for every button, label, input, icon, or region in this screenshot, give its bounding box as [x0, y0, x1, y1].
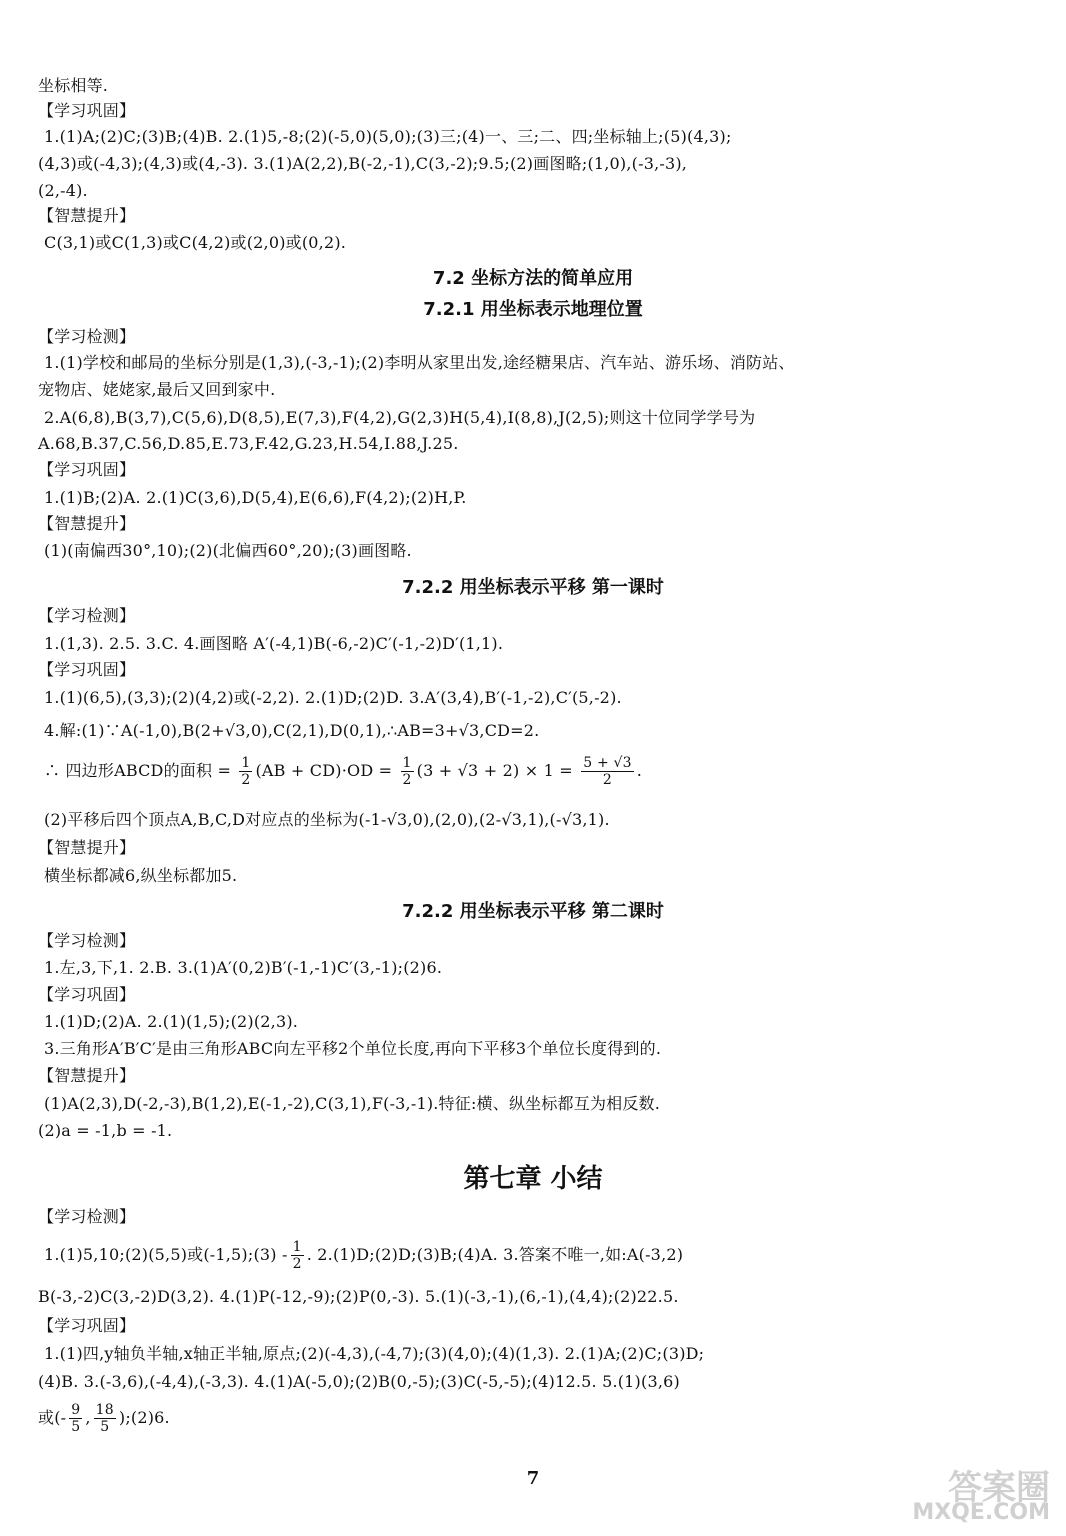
section-heading: 7.2 坐标方法的简单应用 [432, 268, 634, 289]
fraction-numerator: 1 [292, 1239, 302, 1255]
fraction-numerator: 1 [402, 755, 412, 771]
section-tag: 【智慧提升】 [38, 838, 136, 857]
text-line: 1.(1,3). 2.5. 3.C. 4.画图略 A′(-4,1)B(-6,-2)C′(-1,-2)D′(1,1). [44, 634, 504, 653]
text-line: 1.(1)四,y轴负半轴,x轴正半轴,原点;(2)(-4,3),(-4,7);(3)(4,0);(4)(1,3). 2.(1)A;(2)C;(3)D; [44, 1344, 705, 1363]
section-tag: 【智慧提升】 [38, 514, 136, 533]
section-tag: 【智慧提升】 [38, 1066, 136, 1085]
text-line: (4,3)或(-4,3);(4,3)或(4,-3). 3.(1)A(2,2),B(-2,-1),C(3,-2);9.5;(2)画图略;(1,0),(-3,-3), [38, 154, 688, 173]
formula-line [44, 752, 642, 790]
text-line: 1.(1)B;(2)A. 2.(1)C(3,6),D(5,4),E(6,6),F(4,2);(2)H,P. [44, 488, 467, 507]
section-tag: 【智慧提升】 [38, 206, 136, 225]
formula-text: ∴ 四边形ABCD的面积 = [44, 761, 232, 780]
fraction-denominator: 5 [71, 1419, 81, 1435]
text-line: (2,-4). [38, 181, 88, 200]
chapter-title: 第七章 小结 [463, 1164, 603, 1194]
section-tag: 【学习检测】 [38, 327, 136, 346]
text-line: 1.(1)学校和邮局的坐标分别是(1,3),(-3,-1);(2)李明从家里出发,途经糖果店、汽车站、游乐场、消防站、 [44, 353, 795, 372]
text-line: A.68,B.37,C.56,D.85,E.73,F.42,G.23,H.54,I.88,J.25. [38, 434, 459, 453]
section-tag: 【学习检测】 [38, 1207, 136, 1226]
text-line: 4.解:(1)∵A(-1,0),B(2+√3,0),C(2,1),D(0,1),∴AB=3+√3,CD=2. [44, 721, 540, 740]
formula-text: );(2)6. [118, 1408, 170, 1427]
text-line: C(3,1)或C(1,3)或C(4,2)或(2,0)或(0,2). [44, 233, 347, 252]
fraction-denominator: 2 [402, 772, 412, 788]
text-line: (1)(南偏西30°,10);(2)(北偏西60°,20);(3)画图略. [44, 541, 412, 560]
formula-line [38, 1398, 170, 1438]
page-number: 7 [526, 1468, 540, 1489]
section-tag: 【学习巩固】 [38, 985, 136, 1004]
text-line: 1.(1)A;(2)C;(3)B;(4)B. 2.(1)5,-8;(2)(-5,0)(5,0);(3)三;(4)一、三;二、四;坐标轴上;(5)(4,3); [44, 127, 732, 146]
fraction-denominator: 5 [100, 1419, 110, 1435]
fraction [291, 1239, 304, 1272]
section-heading: 7.2.1 用坐标表示地理位置 [423, 299, 643, 320]
formula-text: , [85, 1408, 91, 1427]
fraction-denominator: 2 [241, 772, 251, 788]
section-tag: 【学习检测】 [38, 931, 136, 950]
text-line: 1.(1)(6,5),(3,3);(2)(4,2)或(-2,2). 2.(1)D;(2)D. 3.A′(3,4),B′(-1,-2),C′(5,-2). [44, 688, 622, 707]
section-tag: 【学习巩固】 [38, 460, 136, 479]
formula-line [44, 1236, 683, 1274]
text-line: 3.三角形A′B′C′是由三角形ABC向左平移2个单位长度,再向下平移3个单位长度得到的. [44, 1039, 662, 1058]
section-tag: 【学习检测】 [38, 606, 136, 625]
fraction-numerator: 5 + √3 [583, 755, 632, 771]
section-heading: 7.2.2 用坐标表示平移 第二课时 [402, 901, 664, 922]
fraction-denominator: 2 [292, 1256, 302, 1272]
watermark-logo: 答案圈 [948, 1468, 1050, 1508]
text-line: 1.左,3,下,1. 2.B. 3.(1)A′(0,2)B′(-1,-1)C′(3,-1);(2)6. [44, 958, 443, 977]
fraction [401, 755, 414, 788]
watermark-url: MXQE.COM [912, 1500, 1050, 1525]
fraction [94, 1402, 116, 1435]
text-line: (2)a = -1,b = -1. [38, 1121, 173, 1140]
formula-text: (3 + √3 + 2) × 1 = [416, 761, 573, 780]
formula-text: 或(- [38, 1408, 67, 1427]
fraction-numerator: 1 [241, 755, 251, 771]
formula-text: . [636, 761, 643, 780]
section-tag: 【学习巩固】 [38, 660, 136, 679]
text-line: 2.A(6,8),B(3,7),C(5,6),D(8,5),E(7,3),F(4,2),G(2,3)H(5,4),I(8,8),J(2,5);则这十位同学学号为 [44, 408, 756, 427]
text-line: 横坐标都减6,纵坐标都加5. [44, 866, 238, 885]
text-line: (4)B. 3.(-3,6),(-4,4),(-3,3). 4.(1)A(-5,0);(2)B(0,-5);(3)C(-5,-5);(4)12.5. 5.(1)(3,6) [38, 1372, 680, 1391]
section-tag: 【学习巩固】 [38, 1316, 136, 1335]
section-heading: 7.2.2 用坐标表示平移 第一课时 [402, 577, 664, 598]
text-line: 宠物店、姥姥家,最后又回到家中. [38, 380, 276, 399]
text-line: B(-3,-2)C(3,-2)D(3,2). 4.(1)P(-12,-9);(2)P(0,-3). 5.(1)(-3,-1),(6,-1),(4,4);(2)22.5. [38, 1287, 679, 1306]
formula-text: 1.(1)5,10;(2)(5,5)或(-1,5);(3) - [44, 1245, 288, 1264]
text-line: 坐标相等. [38, 76, 109, 95]
formula-text: (AB + CD)·OD = [255, 761, 393, 780]
formula-text: . 2.(1)D;(2)D;(3)B;(4)A. 3.答案不唯一,如:A(-3,2) [306, 1245, 684, 1264]
text-line: (1)A(2,3),D(-2,-3),B(1,2),E(-1,-2),C(3,1),F(-3,-1).特征:横、纵坐标都互为相反数. [44, 1094, 661, 1113]
text-line: (2)平移后四个顶点A,B,C,D对应点的坐标为(-1-√3,0),(2,0),(2-√3,1),(-√3,1). [44, 810, 610, 829]
fraction-denominator: 2 [602, 772, 613, 788]
fraction [239, 755, 252, 788]
section-tag: 【学习巩固】 [38, 101, 136, 120]
fraction-numerator: 9 [71, 1402, 81, 1418]
text-line: 1.(1)D;(2)A. 2.(1)(1,5);(2)(2,3). [44, 1012, 299, 1031]
fraction [581, 755, 634, 788]
fraction [69, 1402, 82, 1435]
fraction-numerator: 18 [95, 1402, 114, 1418]
